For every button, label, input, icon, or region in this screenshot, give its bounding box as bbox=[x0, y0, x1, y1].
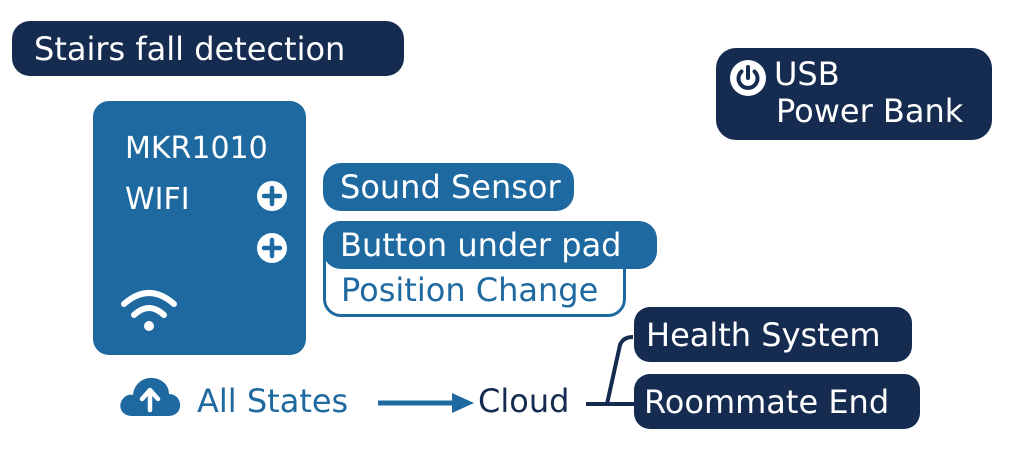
arrow-right-icon bbox=[378, 390, 476, 416]
diagram-title-text: Stairs fall detection bbox=[34, 29, 346, 68]
position-change-text: Position Change bbox=[341, 271, 599, 309]
board-model-label: MKR1010 bbox=[125, 131, 268, 166]
sound-sensor-label bbox=[323, 163, 574, 211]
usb-power-bank-box bbox=[716, 48, 992, 140]
health-system-text: Health System bbox=[646, 315, 881, 354]
all-states-label: All States bbox=[197, 382, 349, 420]
wifi-icon bbox=[119, 285, 179, 333]
board-wifi-label: WIFI bbox=[125, 182, 190, 217]
sound-sensor-text: Sound Sensor bbox=[340, 168, 561, 206]
usb-label: USB bbox=[774, 55, 840, 93]
button-under-pad-label bbox=[323, 221, 657, 269]
health-system-label bbox=[634, 307, 912, 362]
plus-icon bbox=[255, 231, 289, 265]
button-under-pad-text: Button under pad bbox=[340, 226, 622, 264]
cloud-label: Cloud bbox=[478, 382, 570, 420]
power-bank-label: Power Bank bbox=[776, 92, 964, 130]
cloud-upload-icon bbox=[118, 374, 182, 418]
power-icon bbox=[728, 58, 768, 98]
branch-connector bbox=[585, 335, 637, 409]
roommate-end-label bbox=[634, 374, 920, 429]
roommate-end-text: Roommate End bbox=[644, 382, 890, 421]
mkr1010-board bbox=[93, 101, 306, 355]
plus-icon bbox=[255, 179, 289, 213]
diagram-title bbox=[12, 21, 404, 76]
